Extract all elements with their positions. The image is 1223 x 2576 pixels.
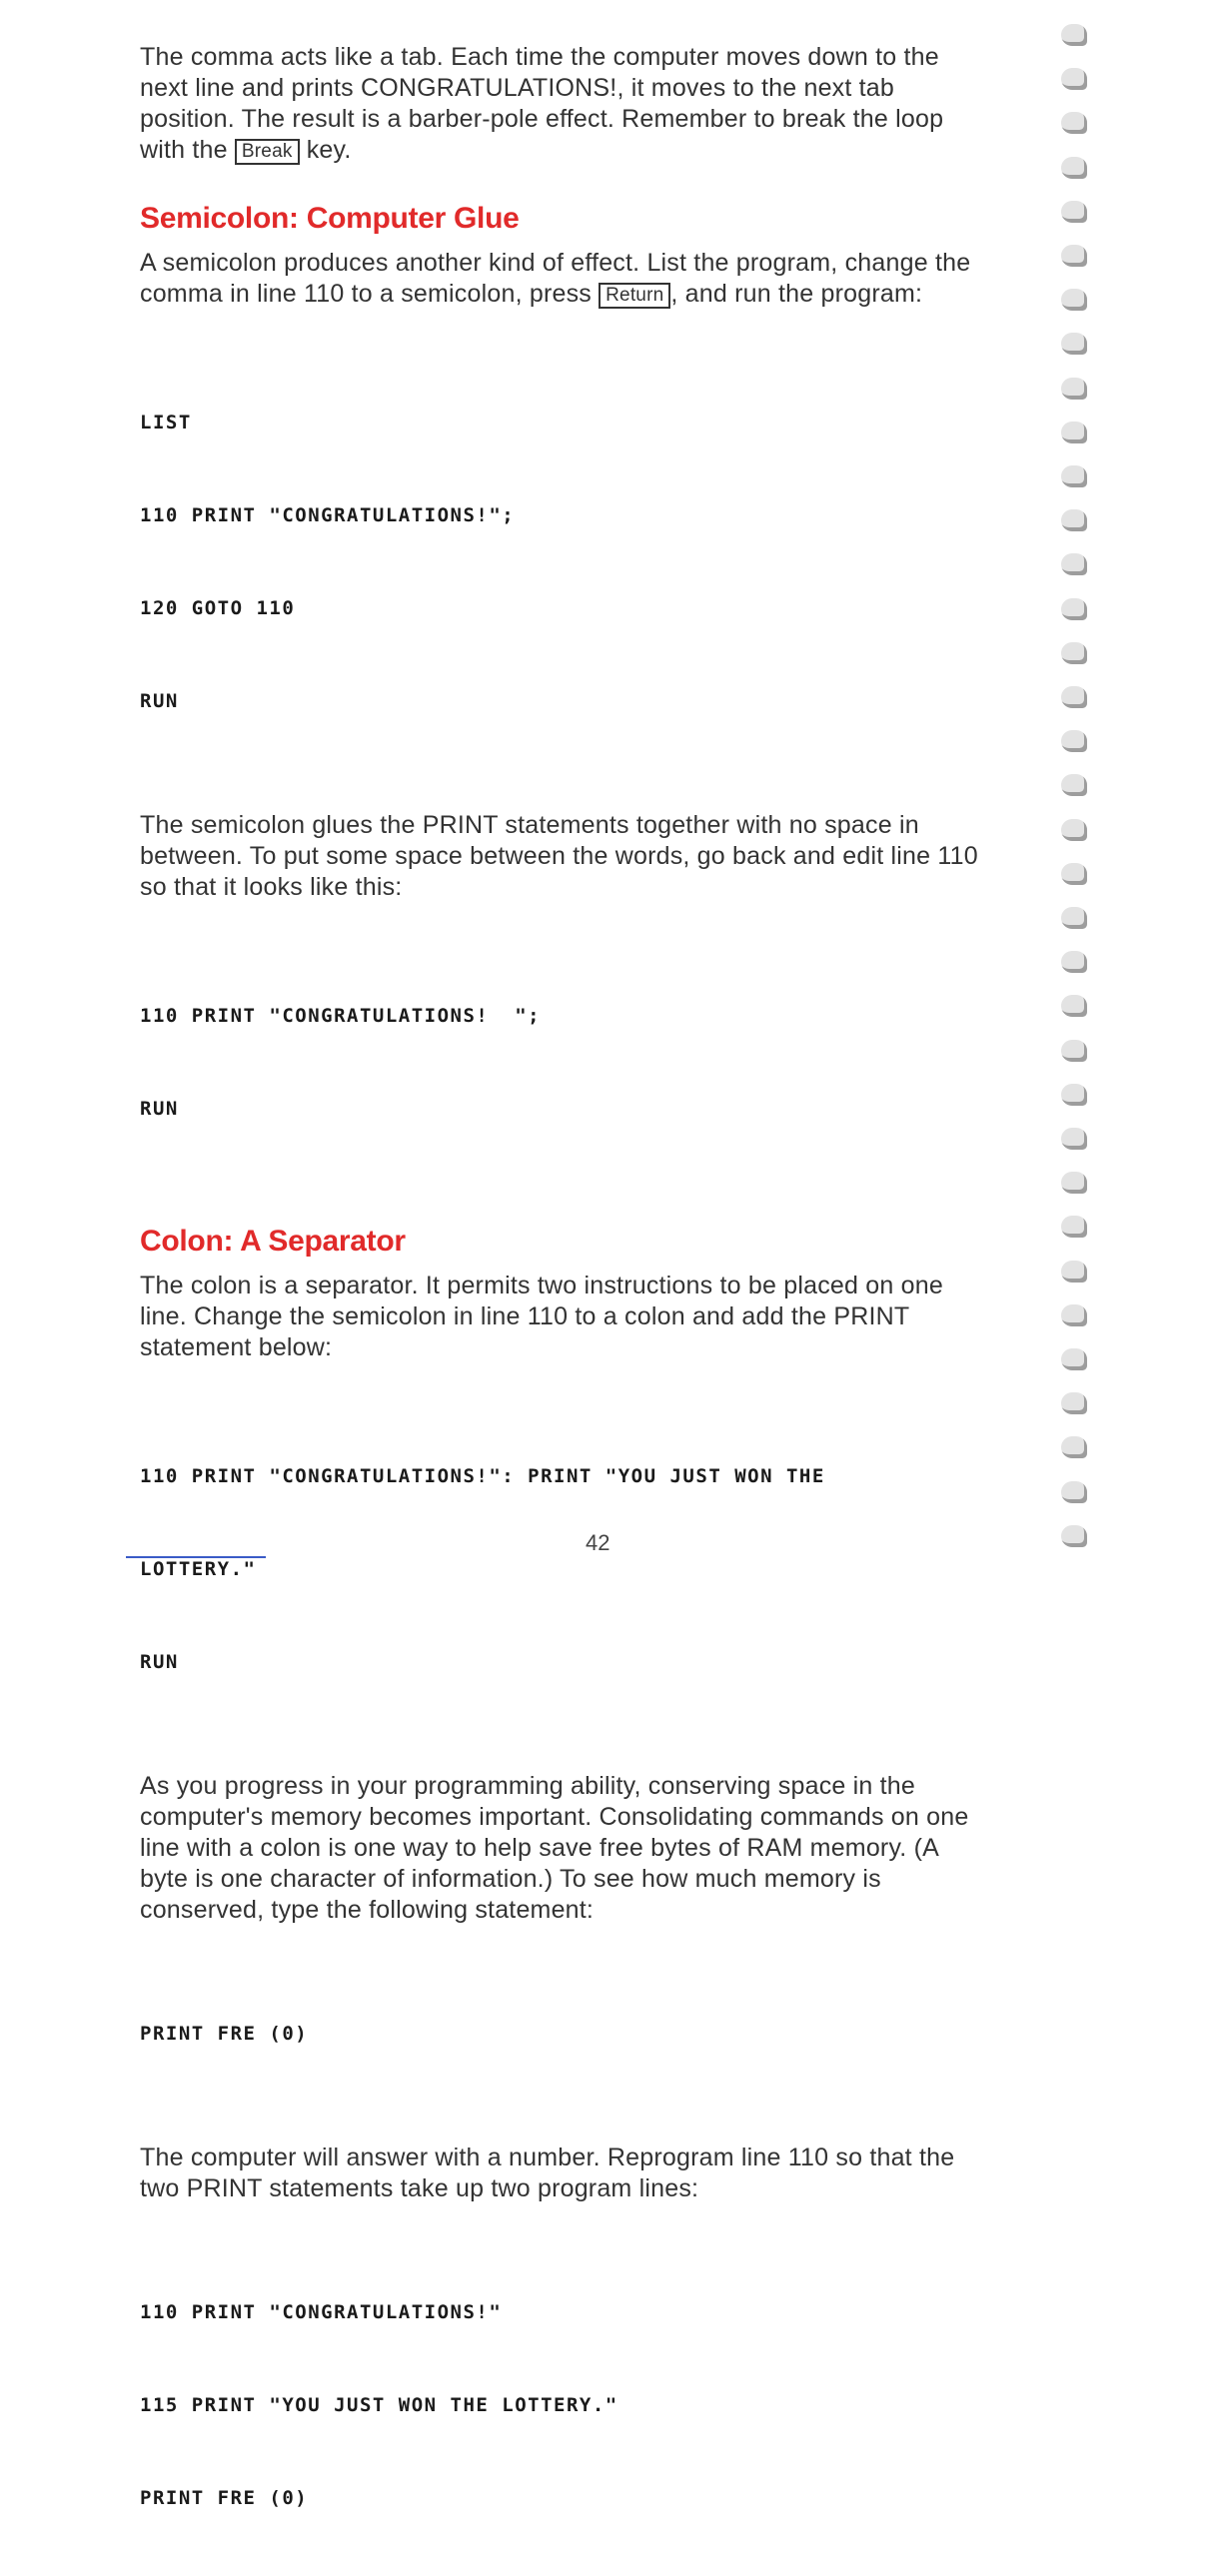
code-line: PRINT FRE (0) <box>140 2487 309 2509</box>
footer-rule <box>126 1556 266 1558</box>
code-line: 110 PRINT "CONGRATULATIONS!": PRINT "YOU JUST WON THE <box>140 1465 825 1487</box>
binding-hole <box>1061 333 1087 355</box>
binding-hole <box>1061 774 1087 796</box>
binding-hole <box>1061 378 1087 400</box>
break-key: Break <box>235 139 300 165</box>
code-line: RUN <box>140 1651 179 1673</box>
binding-hole <box>1061 907 1087 929</box>
code-line: RUN <box>140 690 179 712</box>
binding-hole <box>1061 863 1087 885</box>
code-line: RUN <box>140 1098 179 1120</box>
binding-hole <box>1061 157 1087 179</box>
binding-hole <box>1061 1392 1087 1414</box>
colon-paragraph-1: The colon is a separator. It permits two instructions to be placed on one line. Change the semicolon in line 110 to a colon and add the PRINT statement below: <box>140 1272 943 1361</box>
binding-hole <box>1061 245 1087 267</box>
code-line: 115 PRINT "YOU JUST WON THE LOTTERY." <box>140 2394 618 2416</box>
intro-text-2: key. <box>299 136 352 164</box>
binding-hole <box>1061 1304 1087 1326</box>
colon-heading: Colon: A Separator <box>140 1225 406 1258</box>
binding-hole <box>1061 509 1087 531</box>
code-line: 110 PRINT "CONGRATULATIONS!" <box>140 2301 503 2323</box>
binding-hole <box>1061 68 1087 90</box>
binding-hole <box>1061 1481 1087 1503</box>
semicolon-text-1: A semicolon produces another kind of effect. List the program, change the comma in line 110 to a semicolon, press <box>140 249 971 308</box>
binding-hole <box>1061 598 1087 620</box>
return-key: Return <box>599 283 670 309</box>
binding-hole <box>1061 1084 1087 1106</box>
intro-paragraph <box>140 42 989 166</box>
semicolon-paragraph-1 <box>140 248 989 310</box>
colon-paragraph-2: As you progress in your programming ability, conserving space in the computer's memory becomes important. Consolidating commands on one line with a colon is one way to help save free bytes of RAM memory. (A byte is one character of information.) To see how much memory is conserved, type the following statement: <box>140 1772 969 1924</box>
binding-hole <box>1061 686 1087 708</box>
binding-hole <box>1061 642 1087 664</box>
binding-hole <box>1061 1436 1087 1458</box>
binding-hole <box>1061 1261 1087 1283</box>
code-line: LIST <box>140 412 192 433</box>
binding-hole <box>1061 1525 1087 1547</box>
binding-hole <box>1061 201 1087 223</box>
code-line: PRINT FRE (0) <box>140 2023 309 2045</box>
binding-hole <box>1061 112 1087 134</box>
semicolon-paragraph-2: The semicolon glues the PRINT statements together with no space in between. To put some space between the words, go back and edit line 110 so that it looks like this: <box>140 811 978 901</box>
code-block-colon-2 <box>140 1957 989 2112</box>
binding-hole <box>1061 553 1087 575</box>
binding-hole <box>1061 1172 1087 1194</box>
semicolon-text-2: , and run the program: <box>670 280 923 308</box>
binding-hole <box>1061 1040 1087 1062</box>
binding-hole <box>1061 1128 1087 1150</box>
code-line: 110 PRINT "CONGRATULATIONS! "; <box>140 1005 542 1027</box>
binding-hole <box>1061 819 1087 841</box>
binding-hole <box>1061 730 1087 752</box>
code-line: 120 GOTO 110 <box>140 597 296 619</box>
binding-hole <box>1061 24 1087 46</box>
binding-hole <box>1061 289 1087 311</box>
binding-holes <box>1061 24 1101 1562</box>
code-block-colon-3 <box>140 2235 989 2576</box>
semicolon-heading: Semicolon: Computer Glue <box>140 202 520 235</box>
colon-paragraph-3: The computer will answer with a number. Reprogram line 110 so that the two PRINT statements take up two program lines: <box>140 2144 955 2202</box>
page-body <box>140 42 989 2576</box>
code-block-semicolon-2 <box>140 939 989 1187</box>
code-block-semicolon-1 <box>140 346 989 779</box>
binding-hole <box>1061 1216 1087 1238</box>
code-line: 110 PRINT "CONGRATULATIONS!"; <box>140 504 516 526</box>
binding-hole <box>1061 995 1087 1017</box>
binding-hole <box>1061 1348 1087 1370</box>
binding-hole <box>1061 422 1087 443</box>
binding-hole <box>1061 951 1087 973</box>
code-line: LOTTERY." <box>140 1558 257 1580</box>
intro-text-1: The comma acts like a tab. Each time the computer moves down to the next line and prints CONGRATULATIONS!, it moves to the next tab position. The result is a barber-pole effect. Remember to break the loop with the <box>140 43 944 164</box>
page-number: 42 <box>586 1530 611 1555</box>
binding-hole <box>1061 465 1087 487</box>
code-block-colon-1 <box>140 1399 989 1740</box>
